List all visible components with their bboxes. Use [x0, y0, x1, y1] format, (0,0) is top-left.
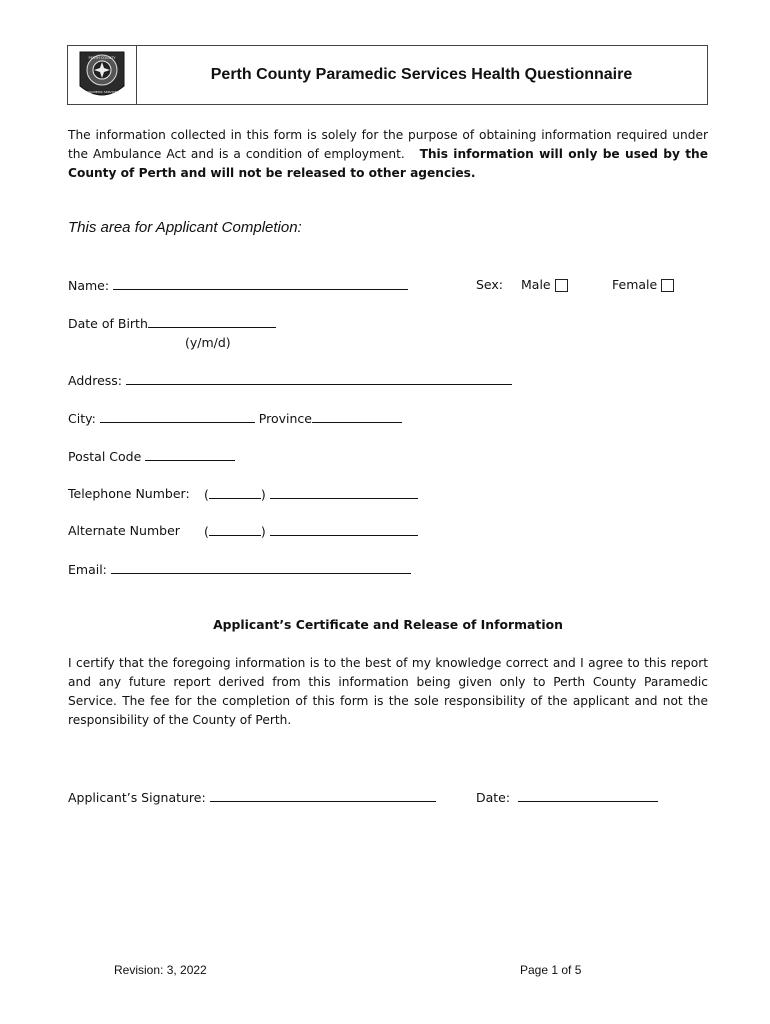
intro-paragraph	[68, 126, 708, 183]
certificate-line-4: responsibility of the County of Perth.	[68, 713, 292, 727]
city-input[interactable]	[100, 410, 255, 423]
telephone-area-code[interactable]	[209, 486, 261, 499]
name-label: Name:	[68, 278, 110, 293]
date-row	[476, 789, 658, 805]
date-input[interactable]	[518, 789, 658, 802]
perth-county-logo	[68, 46, 136, 104]
logo-cell	[68, 46, 137, 104]
telephone-label: Telephone Number:	[68, 486, 190, 501]
email-input[interactable]	[111, 561, 411, 574]
telephone-number[interactable]	[270, 486, 418, 499]
dob-row	[68, 315, 276, 331]
logo-bottom-text: PARAMEDIC SERVICES	[85, 90, 119, 94]
revision-text: Revision: 3, 2022	[114, 963, 207, 977]
name-input[interactable]	[113, 277, 408, 290]
province-label: Province	[258, 411, 312, 426]
sex-label: Sex:	[476, 277, 504, 292]
male-checkbox[interactable]	[555, 279, 568, 292]
alternate-input[interactable]: ( )	[204, 523, 418, 539]
dob-hint: (y/m/d)	[185, 335, 231, 350]
address-row	[68, 372, 512, 388]
date-label: Date:	[476, 790, 511, 805]
intro-line-2-bold: This information will only be used by the	[419, 147, 708, 161]
logo-top-text: PERTH COUNTY	[88, 56, 116, 60]
page-number: Page 1 of 5	[520, 963, 582, 977]
female-option	[612, 277, 674, 292]
alternate-area-code[interactable]	[209, 523, 261, 536]
form-header	[67, 45, 708, 105]
dob-input[interactable]	[148, 315, 276, 328]
intro-line-2	[68, 145, 708, 164]
province-input[interactable]	[312, 410, 402, 423]
signature-label: Applicant’s Signature:	[68, 790, 206, 805]
female-label: Female	[612, 277, 658, 292]
section-title: This area for Applicant Completion:	[68, 219, 302, 236]
dob-label: Date of Birth	[68, 316, 148, 331]
signature-row	[68, 789, 436, 805]
signature-input[interactable]	[210, 789, 436, 802]
address-label: Address:	[68, 373, 122, 388]
certificate-line-1: I certify that the foregoing information is to the best of my knowledge correct and I agree to this report	[68, 656, 708, 670]
intro-line-1: The information collected in this form is solely for the purpose of obtaining information required under	[68, 128, 708, 142]
telephone-input[interactable]: ( )	[204, 486, 418, 502]
certificate-paragraph	[68, 654, 708, 730]
address-input[interactable]	[126, 372, 512, 385]
male-option	[521, 277, 568, 292]
postal-row	[68, 448, 235, 464]
alternate-row	[68, 523, 180, 538]
intro-line-2-normal: the Ambulance Act and is a condition of employment.	[68, 147, 405, 161]
alternate-label: Alternate Number	[68, 523, 180, 538]
certificate-line-3: Service. The fee for the completion of this form is the sole responsibility of the applicant and not the	[68, 694, 708, 708]
email-row	[68, 561, 411, 577]
postal-label: Postal Code	[68, 449, 142, 464]
page-title: Perth County Paramedic Services Health Questionnaire	[210, 66, 633, 83]
male-label: Male	[521, 277, 551, 292]
postal-input[interactable]	[145, 448, 235, 461]
email-label: Email:	[68, 562, 107, 577]
certificate-line-2: and any future report derived from this information being given only to Perth County Paramedic	[68, 675, 708, 689]
city-label: City:	[68, 411, 96, 426]
alternate-number[interactable]	[270, 523, 418, 536]
female-checkbox[interactable]	[661, 279, 674, 292]
certificate-title: Applicant’s Certificate and Release of Information	[213, 617, 563, 632]
city-row	[68, 410, 402, 426]
telephone-row	[68, 486, 190, 501]
name-row	[68, 277, 408, 293]
intro-line-3: County of Perth and will not be released to other agencies.	[68, 166, 476, 180]
